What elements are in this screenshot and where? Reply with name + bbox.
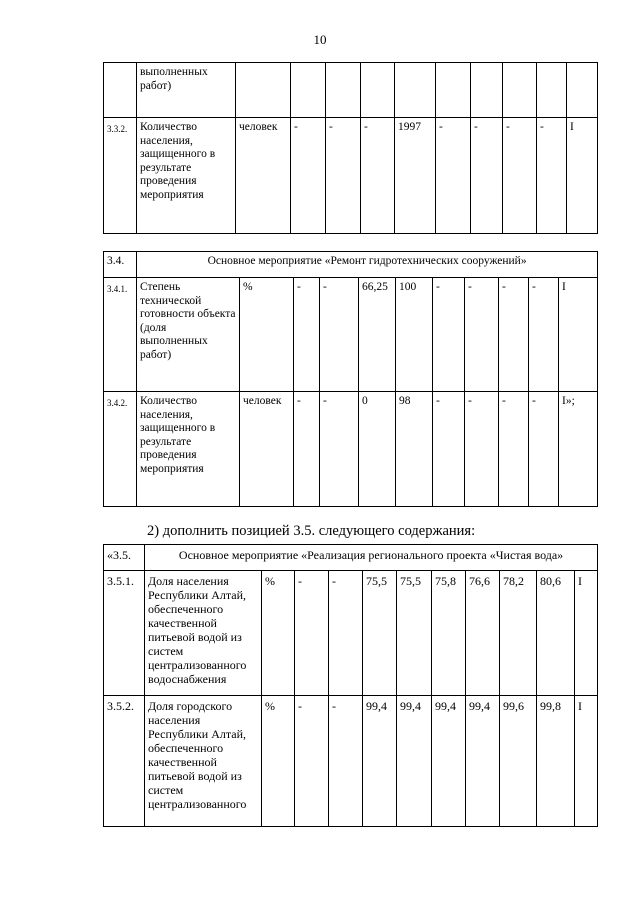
row-unit: % xyxy=(262,696,295,827)
row-value: - xyxy=(361,118,395,234)
table-row xyxy=(104,63,598,118)
row-value: - xyxy=(294,278,320,392)
row-value: - xyxy=(291,118,326,234)
table-row xyxy=(104,545,598,571)
section-code: 3.4. xyxy=(104,252,137,278)
row-unit: человек xyxy=(240,392,294,507)
row-value: 80,6 xyxy=(537,571,575,696)
row-value: - xyxy=(320,278,359,392)
row-value: - xyxy=(503,118,537,234)
row-value: 75,5 xyxy=(397,571,432,696)
row-code: 3.3.2. xyxy=(104,118,137,234)
row-value: - xyxy=(294,392,320,507)
row-value: - xyxy=(329,571,363,696)
table-hydro-repair xyxy=(103,251,598,507)
section-code: «3.5. xyxy=(104,545,145,571)
table-continuation xyxy=(103,62,598,234)
row-name: Доля городского населения Республики Алтай, обеспеченного качественной питьевой водой из систем централизованного xyxy=(145,696,262,827)
table-clean-water xyxy=(103,544,598,827)
row-value xyxy=(471,63,503,118)
row-value xyxy=(537,63,567,118)
row-value: 99,4 xyxy=(397,696,432,827)
row-value: - xyxy=(499,278,529,392)
row-value: I xyxy=(575,696,598,827)
row-value: - xyxy=(537,118,567,234)
table-row xyxy=(104,392,598,507)
row-unit xyxy=(236,63,291,118)
section-title: Основное мероприятие «Реализация регионального проекта «Чистая вода» xyxy=(145,545,598,571)
row-value: 75,5 xyxy=(363,571,397,696)
row-name: выполненных работ) xyxy=(137,63,236,118)
row-value: 98 xyxy=(396,392,433,507)
row-value: - xyxy=(329,696,363,827)
row-value: 78,2 xyxy=(500,571,537,696)
table-row xyxy=(104,252,598,278)
table-row xyxy=(104,278,598,392)
row-value: - xyxy=(295,696,329,827)
row-value: 99,4 xyxy=(432,696,466,827)
row-value: I xyxy=(559,278,598,392)
table-row xyxy=(104,696,598,827)
row-value: - xyxy=(436,118,471,234)
row-value: 99,8 xyxy=(537,696,575,827)
table-row xyxy=(104,118,598,234)
row-value: 76,6 xyxy=(466,571,500,696)
row-value: - xyxy=(326,118,361,234)
row-value xyxy=(436,63,471,118)
row-value: 75,8 xyxy=(432,571,466,696)
row-value xyxy=(567,63,598,118)
row-value xyxy=(326,63,361,118)
row-name: Доля населения Республики Алтай, обеспеченного качественной питьевой водой из систем централизованного водоснабжения xyxy=(145,571,262,696)
row-value xyxy=(291,63,326,118)
row-name: Количество населения, защищенного в результате проведения мероприятия xyxy=(137,118,236,234)
row-value: 100 xyxy=(396,278,433,392)
row-value: - xyxy=(295,571,329,696)
row-code: 3.5.1. xyxy=(104,571,145,696)
row-value: - xyxy=(465,392,499,507)
row-unit: % xyxy=(240,278,294,392)
table-row xyxy=(104,571,598,696)
row-value: - xyxy=(529,392,559,507)
page-number: 10 xyxy=(313,32,327,47)
row-value: - xyxy=(433,278,465,392)
row-code: 3.5.2. xyxy=(104,696,145,827)
row-value: 99,4 xyxy=(466,696,500,827)
row-value: - xyxy=(529,278,559,392)
row-value: - xyxy=(465,278,499,392)
row-value: 99,6 xyxy=(500,696,537,827)
row-name: Количество населения, защищенного в результате проведения мероприятия xyxy=(137,392,240,507)
row-value: - xyxy=(320,392,359,507)
row-value: 1997 xyxy=(395,118,436,234)
row-unit: % xyxy=(262,571,295,696)
row-value: 99,4 xyxy=(363,696,397,827)
row-value xyxy=(361,63,395,118)
row-value: I xyxy=(567,118,598,234)
row-code: 3.4.2. xyxy=(104,392,137,507)
amendment-paragraph: 2) дополнить позицией 3.5. следующего содержания: xyxy=(147,523,476,539)
row-value: 66,25 xyxy=(359,278,396,392)
row-code xyxy=(104,63,137,118)
row-name: Степень технической готовности объекта (доля выполненных работ) xyxy=(137,278,240,392)
section-title: Основное мероприятие «Ремонт гидротехнических сооружений» xyxy=(137,252,598,278)
row-code: 3.4.1. xyxy=(104,278,137,392)
row-value: - xyxy=(499,392,529,507)
row-value: I»; xyxy=(559,392,598,507)
row-value xyxy=(503,63,537,118)
row-value xyxy=(395,63,436,118)
row-value: - xyxy=(471,118,503,234)
row-value: I xyxy=(575,571,598,696)
row-value: 0 xyxy=(359,392,396,507)
row-value: - xyxy=(433,392,465,507)
row-unit: человек xyxy=(236,118,291,234)
